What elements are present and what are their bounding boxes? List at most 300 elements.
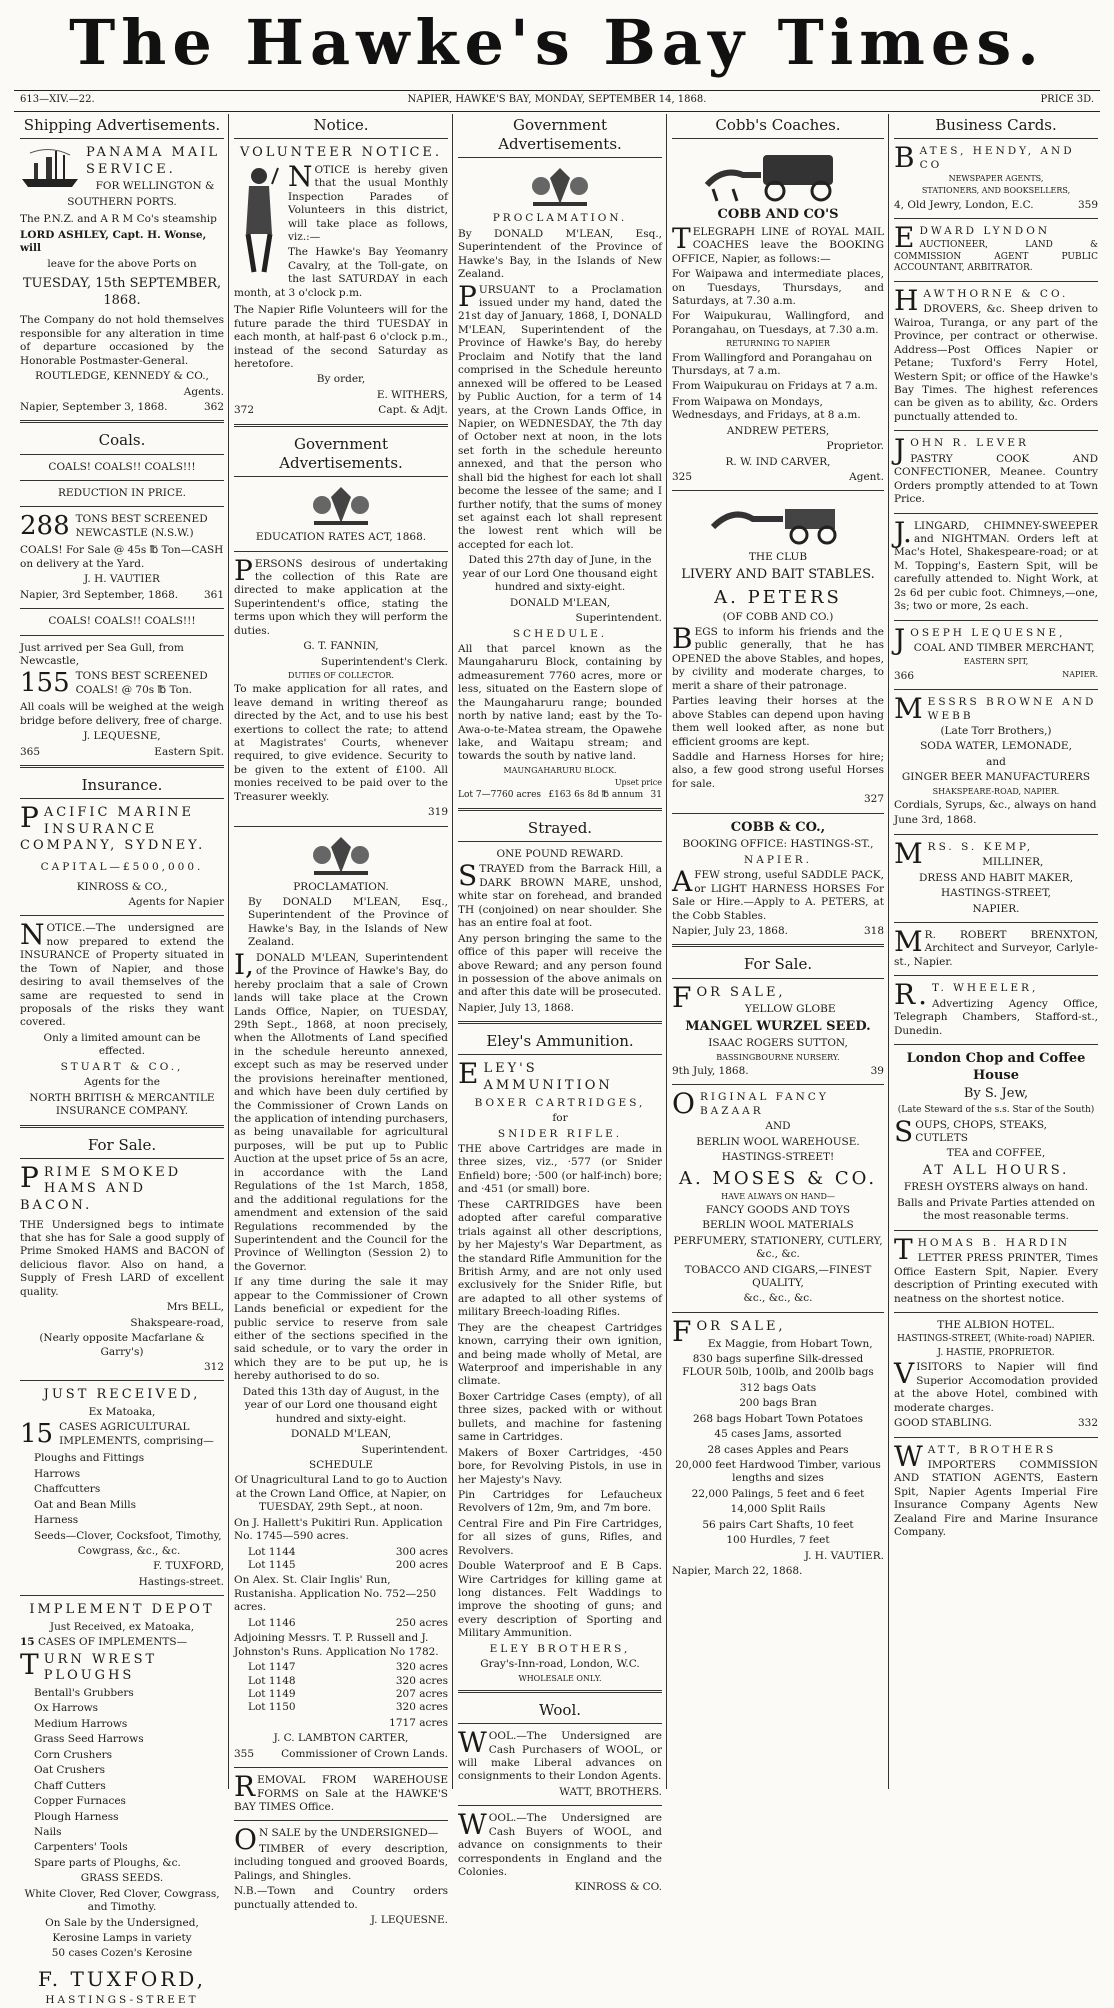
advert-text: Pin Cartridges for Lefaucheux Revolvers of 12m, 9m, and 7m bore. — [458, 1488, 662, 1515]
business-card-title: EDWARD LYNDON — [894, 220, 1051, 254]
advert-text: HASTINGS-STREET, — [940, 887, 1051, 900]
lot-number: Lot 1144 — [248, 1545, 296, 1558]
advert-title: LIVERY AND BAIT STABLES. — [681, 566, 875, 582]
advert-title: FOR SALE, — [672, 1314, 786, 1348]
advert-text: TEA and COFFEE, — [946, 1147, 1046, 1160]
advert-text: From Waipukurau on Fridays at 7 a.m. — [672, 380, 878, 393]
advert-text: The P.N.Z. and A R M Co's steamship — [20, 213, 217, 226]
business-card-title: London Chop and Coffee House — [906, 1051, 1086, 1083]
lot-acres: 320 acres — [395, 1661, 448, 1674]
advert-signature: ISAAC ROGERS SUTTON, — [708, 1037, 848, 1050]
advert-text: Shakspeare-road, — [130, 1316, 224, 1329]
advert-text: Cordials, Syrups, &c., always on hand — [894, 798, 1097, 811]
list-item: Medium Harrows — [34, 1717, 128, 1730]
section-heading: Eley's Ammunition. — [458, 1030, 662, 1055]
advert-signature: J. HASTIE, PROPRIETOR. — [937, 1347, 1055, 1358]
advert-text: NAPIER. — [972, 902, 1020, 915]
advert-subtitle: (OF COBB AND CO.) — [722, 610, 834, 623]
issue-number: 613—XIV.—22. — [20, 94, 95, 105]
advert-signature: DONALD M'LEAN, — [290, 1428, 392, 1441]
advert-signature: J. C. LAMBTON CARTER, — [273, 1732, 409, 1745]
schedule-total: 1717 acres — [389, 1716, 448, 1729]
volunteer-soldier-icon — [234, 164, 284, 274]
advert-text: TONS BEST SCREENED NEWCASTLE (N.S.W.) — [75, 513, 208, 539]
list-item: Copper Furnaces — [34, 1795, 126, 1808]
dateline — [14, 90, 1100, 112]
advert-text: The Company do not hold themselves responsible for any alteration in time of departure occasioned by the Honorable Postmaster-General. — [20, 314, 224, 367]
advert-signature: J. LEQUESNE, — [83, 730, 161, 743]
column-rule — [228, 114, 229, 1789]
lot-number: Lot 1150 — [248, 1701, 296, 1714]
section-heading: For Sale. — [672, 953, 884, 978]
list-item: Nails — [34, 1825, 62, 1838]
advert-title: JUST RECEIVED, — [43, 1387, 201, 1403]
section-heading: Strayed. — [458, 817, 662, 842]
table-row — [234, 1675, 448, 1688]
advert-text: Of Unagricultural Land to go to Auction at the Crown Land Office, at Napier, on TUESDAY, 29th Sept., at noon. — [234, 1474, 448, 1514]
advert-signature: KINROSS & CO., — [76, 880, 168, 893]
advert-title: PRIME SMOKED HAMS AND BACON. — [20, 1160, 182, 1213]
list-item: Ploughs and Fittings — [34, 1452, 145, 1465]
advert-text: Just Received, ex Matoaka, — [49, 1620, 195, 1633]
lot-number: Lot 1148 — [248, 1674, 296, 1687]
advert-text: BEGS to inform his friends and the public generally, that he has OPENED the above Stables, and hopes, by civility and moderate charges, to merit a share of their patronage. — [672, 622, 884, 692]
advert-text: Superintendent. — [575, 612, 662, 625]
list-item: Corn Crushers — [34, 1748, 113, 1761]
business-card-title: THE ALBION HOTEL. — [937, 1318, 1055, 1331]
advert-number: 319 — [427, 806, 448, 819]
advert-text: Makers of Boxer Cartridges, ·450 bore, for Revolving Pistols, in use in her Majesty's Navy. — [458, 1446, 662, 1486]
lot-acres: 320 acres — [395, 1701, 448, 1714]
business-card-title: BATES, HENDY, AND CO — [894, 141, 1075, 175]
advert-text: (Nearly opposite Macfarlane & Garry's) — [39, 1332, 205, 1358]
advert-quantity: 15 — [20, 1636, 35, 1649]
advert-signature: A. MOSES & CO. — [678, 1167, 878, 1189]
lot-acres: 200 acres — [395, 1559, 448, 1572]
lot-acres: 250 acres — [395, 1616, 448, 1629]
horse-carriage-icon — [703, 497, 853, 547]
advert-text: Saddle and Harness Horses for hire; also, a few good strong useful Horses for sale. — [672, 750, 884, 790]
advert-text: AND — [765, 1120, 791, 1133]
column-5 — [894, 114, 1098, 1789]
advert-number: 361 — [203, 588, 224, 601]
list-item: 100 Hurdles, 7 feet — [726, 1534, 830, 1547]
business-card-title: WATT, BROTHERS — [894, 1439, 1057, 1473]
list-item: Plough Harness — [34, 1810, 119, 1823]
advert-title: PROCLAMATION. — [492, 212, 628, 225]
advert-text: FRESH OYSTERS always on hand. — [903, 1181, 1089, 1194]
list-item: TOBACCO AND CIGARS,—FINEST QUALITY, — [684, 1263, 872, 1290]
advert-text: TELEGRAPH LINE of ROYAL MAIL COACHES leave the BOOKING OFFICE, Napier, as follows:— — [672, 221, 884, 265]
advert-text: HASTINGS-STREET, (White-road) NAPIER. — [897, 1334, 1095, 1345]
section-heading: Government Advertisements. — [458, 114, 662, 158]
advert-text: WOOL.—The Undersigned are Cash Purchasers of WOOL, or will make Liberal advances on consignments to their London Agents. — [458, 1726, 662, 1783]
advert-text: MILLINER, — [982, 856, 1044, 869]
advert-signature: By S. Jew, — [963, 1086, 1029, 1102]
advert-text: Commissioner of Crown Lands. — [281, 1747, 448, 1760]
advert-signature: A. PETERS — [714, 586, 842, 608]
advert-title: ORIGINAL FANCY BAZAAR — [672, 1087, 829, 1121]
advert-subtitle: HASTINGS-STREET! — [721, 1151, 835, 1164]
advert-number: 312 — [203, 1360, 224, 1373]
advert-subtitle: MAUNGAHARURU BLOCK. — [503, 765, 617, 775]
masthead — [0, 0, 1114, 92]
lot-acres: 207 acres — [395, 1687, 448, 1700]
advert-signature: G. T. FANNIN, — [303, 640, 379, 653]
advert-text: CASES OF IMPLEMENTS— — [37, 1636, 188, 1649]
advert-text: Ex Matoaka, — [88, 1406, 156, 1418]
advert-title: ONE POUND REWARD. — [496, 848, 624, 861]
advert-text: Eastern Spit. — [154, 745, 224, 758]
advert-text: NOTICE is hereby given that the usual Monthly Inspection Parades of Volunteers in this district, will take place as follows, viz.:— — [288, 159, 448, 243]
column-rule — [888, 114, 889, 1789]
advert-text: Dated this 27th day of June, in the year of our Lord One thousand eight hundred and sixty-eight. — [462, 554, 658, 594]
advert-text: Superintendent's Clerk. — [320, 655, 448, 668]
advert-text: Upset price — [614, 778, 662, 788]
advert-number: 39 — [870, 1064, 884, 1077]
advert-text: For Waipukurau, Wallingford, and Porangahau, on Tuesdays, at 7.30 a.m. — [672, 310, 884, 336]
advert-title: PANAMA MAIL SERVICE. — [86, 145, 221, 177]
advert-signature: J. H. VAUTIER — [84, 573, 160, 586]
advert-subtitle: BERLIN WOOL WAREHOUSE. — [696, 1135, 860, 1148]
advert-text: Hastings-street. — [138, 1575, 224, 1588]
list-item: Spare parts of Ploughs, &c. — [34, 1856, 181, 1869]
advert-text: The Napier Rifle Volunteers will for the future parade the third TUESDAY in each month, at half-past 6 o'clock p.m., instead of the second Saturday as heretofore. — [234, 304, 448, 370]
table-row — [458, 790, 662, 802]
list-item: 20,000 feet Hardwood Timber, various lengths and sizes — [675, 1459, 881, 1485]
list-item: 312 bags Oats — [739, 1381, 817, 1394]
advert-date: Napier, March 22, 1868. — [672, 1565, 803, 1578]
advert-number: 325 — [672, 471, 693, 484]
list-item: &c., &c., &c. — [743, 1292, 813, 1305]
advert-subtitle: BOOKING OFFICE: HASTINGS-ST., — [682, 838, 874, 851]
advert-text: Superintendent. — [361, 1443, 448, 1456]
advert-text: CAPITAL—£500,000. — [40, 861, 204, 874]
advert-text: NOTICE.—The undersigned are now prepared to extend the INSURANCE of Property situated in the Town of Napier, and those desiring to avail themselves of the same are requested to send in proposals of the risks they want covered. — [20, 918, 224, 1029]
advert-signature: STUART & CO., — [60, 1060, 184, 1073]
advert-signature: Mrs BELL, — [166, 1301, 224, 1314]
advert-title: EDUCATION RATES ACT, 1868. — [255, 531, 427, 544]
business-card-title: JOSEPH LEQUESNE, — [894, 622, 1066, 656]
advert-text: 4, Old Jewry, London, E.C. — [894, 198, 1034, 211]
advert-text: Boxer Cartridge Cases (empty), of all three sizes, packed with or without bullets, and machine for fastening same in Cartridges. — [458, 1390, 662, 1444]
advert-subtitle: FOR WELLINGTON & — [95, 180, 215, 193]
advert-title: VOLUNTEER NOTICE. — [239, 145, 443, 161]
business-card-title: HAWTHORNE & CO. — [894, 283, 1069, 317]
lot-number: Lot 7—7760 acres — [458, 790, 542, 801]
table-row — [234, 1701, 448, 1714]
advert-text: leave for the above Ports on — [47, 257, 197, 270]
list-item: 830 bags superfine Silk-dressed FLOUR 50lb, 100lb, and 200lb bags — [682, 1352, 874, 1379]
advert-title: PACIFIC MARINE INSURANCE COMPANY, SYDNEY. — [20, 801, 206, 854]
advert-number: 327 — [863, 793, 884, 806]
advert-text: All coals will be weighed at the weigh bridge before delivery, free of charge. — [20, 701, 224, 727]
advert-text: Central Fire and Pin Fire Cartridges, for all sizes of guns, Rifles, and Revolvers. — [458, 1517, 662, 1557]
advert-title: IMPLEMENT DEPOT — [29, 1602, 215, 1618]
advert-text: PASTRY COOK AND CONFECTIONER, Meanee. Country Orders promptly attended to at Town Price. — [894, 452, 1098, 506]
advert-title: MANGEL WURZEL SEED. — [685, 1018, 871, 1034]
issue-date: NAPIER, HAWKE'S BAY, MONDAY, SEPTEMBER 14, 1868. — [407, 94, 707, 105]
advert-signature: F. TUXFORD, — [153, 1560, 224, 1573]
advert-title: FOR SALE, — [672, 980, 786, 1014]
lot-number: Lot 1147 — [248, 1661, 296, 1674]
list-item: Ox Harrows — [34, 1702, 99, 1715]
advert-text: BASSINGBOURNE NURSERY. — [716, 1052, 840, 1062]
advert-subtitle: BOXER CARTRIDGES, — [474, 1096, 646, 1109]
advert-quantity: 288 — [20, 511, 70, 542]
advert-text: For Waipawa and intermediate places, on Tuesdays, Thursdays, and Saturdays, at 7.30 a.m. — [672, 268, 884, 307]
advert-text: COALS! For Sale @ 45s ℔ Ton—CASH on delivery at the Yard. — [20, 544, 224, 570]
section-heading: Business Cards. — [894, 114, 1098, 139]
advert-title: COBB & CO., — [730, 819, 826, 835]
advert-text: Parties leaving their horses at the above Stables can depend upon having them well looked after, as none but efficient grooms are kept. — [672, 695, 884, 748]
advert-text: Dated this 13th day of August, in the year of our Lord one thousand eight hundred and sixty-eight. — [242, 1385, 440, 1425]
advert-text: REMOVAL FROM WAREHOUSE FORMS on Sale at the HAWKE'S BAY TIMES Office. — [234, 1770, 448, 1814]
advert-date: TUESDAY, 15th SEPTEMBER, 1868. — [22, 276, 222, 308]
advert-text: (Late Steward of the s.s. Star of the South) — [897, 1104, 1095, 1115]
advert-signature: WATT, BROTHERS. — [559, 1785, 662, 1798]
advert-text: AFEW strong, useful SADDLE PACK, or LIGHT HARNESS HORSES For Sale or Hire.—Apply to A. PETERS, at the Cobb Stables. — [672, 865, 884, 922]
advert-subtitle: SOUTHERN PORTS. — [67, 195, 177, 208]
section-heading: Insurance. — [20, 774, 224, 799]
advert-text: IMPORTERS COMMISSION AND STATION AGENTS, Eastern Spit, Napier Agents Imperial Fire Insurance Company Agents New Zealand Fire and Marine Insurance Company. — [894, 1459, 1098, 1539]
steamship-icon — [20, 145, 82, 189]
list-item: Seeds—Clover, Cocksfoot, Timothy, — [34, 1529, 222, 1542]
advert-text: On J. Hallett's Pukitiri Run. Application No. 1745—590 acres. — [234, 1516, 443, 1543]
coat-of-arms-icon — [525, 164, 595, 208]
list-item: FANCY GOODS AND TOYS — [705, 1203, 851, 1216]
advert-date: Napier, September 3, 1868. — [20, 400, 168, 413]
advert-text: On Alex. St. Clair Inglis' Run, Rustanisha. Application No. 752—250 acres. — [234, 1574, 437, 1614]
advert-text: Gray's-Inn-road, London, W.C. — [480, 1658, 640, 1671]
advert-text: DRESS AND HABIT MAKER, — [918, 871, 1074, 884]
list-item: Harness — [34, 1514, 79, 1527]
advert-signature: F. TUXFORD, — [38, 1966, 206, 1991]
advert-text: Agent. — [849, 471, 884, 484]
advert-text: N.B.—Town and Country orders punctually attended to. — [234, 1885, 448, 1911]
coat-of-arms-icon — [306, 833, 376, 877]
advert-text: for — [552, 1112, 568, 1125]
advert-text: WHOLESALE ONLY. — [518, 1673, 602, 1683]
advert-text: On Sale by the Undersigned, — [45, 1916, 199, 1929]
advert-text: SHAKSPEARE-ROAD, NAPIER. — [932, 786, 1060, 796]
advert-text: By DONALD M'LEAN, Esq., Superintendent of the Province of Hawke's Bay, in the Islands of New Zealand. — [248, 896, 448, 949]
advert-subtitle: TURN WREST PLOUGHS — [20, 1647, 158, 1684]
advert-text: By order, — [316, 373, 366, 386]
table-row — [234, 1559, 448, 1572]
advert-text: Only a limited amount can be effected. — [43, 1031, 201, 1058]
list-item: Bentall's Grubbers — [34, 1687, 134, 1699]
advert-title: THE CLUB — [748, 551, 808, 564]
list-item: Oat and Bean Mills — [34, 1498, 137, 1511]
advert-quantity: 155 — [20, 668, 70, 699]
advert-text: Agents for Napier — [128, 895, 224, 908]
advert-signature: DONALD M'LEAN, — [509, 596, 611, 609]
advert-title: ON SALE by the UNDERSIGNED— — [234, 1823, 439, 1857]
advert-signature: ROUTLEDGE, KENNEDY & CO., — [35, 370, 209, 383]
advert-number: 355 — [234, 1747, 255, 1760]
advert-signature: J. H. VAUTIER. — [804, 1549, 884, 1562]
list-item: 22,000 Palings, 5 feet and 6 feet — [691, 1487, 865, 1500]
advert-text: LORD ASHLEY, Capt. H. Wonse, will — [20, 228, 207, 255]
advert-text: MR. ROBERT BRENXTON, Architect and Surveyor, Carlyle-st., Napier. — [894, 925, 1098, 968]
column-4 — [672, 114, 884, 1789]
advert-text: STATIONERS, AND BOOKSELLERS, — [921, 186, 1071, 196]
section-heading: Shipping Advertisements. — [20, 114, 224, 139]
list-item: Grass Seed Harrows — [34, 1733, 144, 1746]
column-rule — [452, 114, 453, 1789]
lot-acres: 300 acres — [395, 1545, 448, 1558]
lot-number: Lot 1145 — [248, 1559, 296, 1572]
section-heading: Government Advertisements. — [234, 433, 448, 477]
advert-text: AUCTIONEER, LAND & COMMISSION AGENT PUBLIC ACCOUNTANT, ARBITRATOR. — [894, 240, 1098, 274]
advert-text: From Waipawa on Mondays, Wednesdays, and Fridays, at 8 a.m. — [672, 395, 861, 422]
advert-text: PURSUANT to a Proclamation issued under my hand, dated the 21st day of January, 1868, I, DONALD M'LEAN, Superintendent of the Province of Hawke's Bay, do hereby Proclaim and Notify that the land comprised in the Schedule hereunto annexed will be offered to be Leased by Public Auction, for a term of 14 years, at the Crown Lands Office, in Napier, on WEDNESDAY, the 7th day of October next at noon, in the lots set forth in the schedule hereunto annexed, and that the person who shall bid the highest for each lot shall become the lessee of the same; and I further notify, that the sums of money set against each lot shall represent the lowest rent which will be accepted for each lot. — [458, 279, 662, 551]
advert-text: TONS BEST SCREENED COALS! @ 70s ℔ Ton. — [75, 670, 208, 696]
advert-quantity: 15 — [20, 1419, 54, 1450]
advert-text: The Hawke's Bay Yeomanry Cavalry, at the Toll-gate, on the last SATURDAY in each month, at 3 o'clock p.m. — [234, 246, 448, 299]
advert-text: Any person bringing the same to the office of this paper will receive the above Reward; and any person found in possession of the above animals on and after this date will be prosecuted. — [458, 932, 662, 999]
lot-number: Lot 1149 — [248, 1687, 296, 1700]
table-row — [234, 1617, 448, 1630]
advert-text: By DONALD M'LEAN, Esq., Superintendent of the Province of Hawke's Bay, in the Islands of New Zealand. — [458, 227, 662, 281]
advert-text: STRAYED from the Barrack Hill, a DARK BROWN MARE, unshod, white star on forehead, and branded TH (conjoined) on near shoulder. She has an entire foal at foot. — [458, 859, 662, 930]
advert-text: PERSONS desirous of undertaking the collection of this Rate are directed to make application at the Superintendent's office, stating the terms upon which they will perform the duties. — [234, 553, 448, 637]
advert-text: All that parcel known as the Maungaharuru Block, containing by admeasurement 7760 acres, more or less, situated on the Eastern slope of the Maungaharuru range; bounded north by native land; east by the To-Awa-o-te-Matea stream, the Opawehe lake, and Waitapu stream; and towards the south by native land. — [458, 642, 662, 763]
advert-subtitle: SCHEDULE — [309, 1458, 373, 1471]
advert-signature: ANDREW PETERS, — [726, 424, 830, 437]
advert-text: GOOD STABLING. — [894, 1417, 992, 1430]
list-item: 268 bags Hobart Town Potatoes — [692, 1412, 864, 1425]
section-heading: For Sale. — [20, 1134, 224, 1159]
advert-date: 9th July, 1868. — [672, 1064, 749, 1077]
list-item: 200 bags Bran — [739, 1397, 817, 1410]
advert-text: To make application for all rates, and leave demand in writing thereof as directed by the Act, and to use his best exertions to collect the rate; to attend at Magistrates' Courts, whenever required, to give evidence. Security to be given to the extent of £100. All monies received to be paid over to the Treasurer weekly. — [234, 683, 448, 803]
advert-title: PROCLAMATION. — [293, 880, 389, 893]
advert-subtitle: DUTIES OF COLLECTOR. — [288, 671, 394, 680]
advert-signature: R. W. IND CARVER, — [725, 455, 831, 468]
advert-date: Napier, 3rd September, 1868. — [20, 588, 179, 601]
column-1 — [20, 114, 224, 2007]
list-item: PERFUMERY, STATIONERY, CUTLERY, &c., &c. — [673, 1234, 883, 1261]
coach-icon — [703, 145, 853, 203]
lot-number: Lot 1146 — [248, 1616, 296, 1629]
issue-price: PRICE 3D. — [1040, 94, 1094, 105]
advert-text: NAPIER. — [1062, 669, 1098, 679]
advert-text: TIMBER of every description, including tongued and grooved Boards, Palings, and Shingles. — [234, 1842, 448, 1882]
section-heading: Cobb's Coaches. — [672, 114, 884, 139]
advert-title: ELEY'S AMMUNITION — [458, 1057, 613, 1094]
advert-number: 366 — [894, 669, 915, 682]
table-row — [234, 1661, 448, 1674]
advert-text: Double Waterproof and E B Caps. Wire Cartridges for killing game at long distances. Felt Waddings to improve the shooting of guns; and every description of Sporting and Military Ammunition. — [458, 1560, 662, 1640]
advert-text: White Clover, Red Clover, Cowgrass, and Timothy. — [24, 1887, 220, 1914]
business-card-title: R.T. WHEELER, — [894, 978, 1039, 1012]
advert-text: Proprietor. — [826, 440, 884, 453]
advert-date: June 3rd, 1868. — [894, 814, 977, 827]
advert-subtitle: NAPIER. — [744, 853, 812, 866]
advert-text: Adjoining Messrs. T. P. Russell and J. Johnston's Runs. Application No 1782. — [234, 1632, 439, 1658]
advert-text: From Wallingford and Porangahau on Thursdays, at 7 a.m. — [672, 351, 873, 377]
advert-text: (Late Torr Brothers,) — [940, 725, 1052, 737]
advert-text: Balls and Private Parties attended on the most reasonable terms. — [896, 1196, 1096, 1223]
advert-number: 365 — [20, 745, 41, 758]
advert-number: 31 — [650, 790, 662, 801]
advert-text: CASES AGRICULTURAL IMPLEMENTS, comprising— — [59, 1421, 214, 1447]
column-2 — [234, 114, 448, 1927]
advert-text: THE above Cartridges are made in three sizes, viz., ·577 (or Snider Enfield) bore; ·500 (or half-inch) bore; and ·451 (or small) bore. — [458, 1143, 662, 1196]
advert-text: LETTER PRESS PRINTER, Times Office Eastern Spit, Napier. Every description of Printing executed with neatness on the shortest notice. — [894, 1252, 1098, 1305]
coat-of-arms-icon — [306, 483, 376, 527]
list-item: Carpenters' Tools — [34, 1841, 128, 1854]
advert-text: THE Undersigned begs to intimate that she has for Sale a good supply of Prime Smoked HAMS and BACON of delicious flavor. Also on hand, a Supply of Fresh LARD of excellent quality. — [20, 1218, 224, 1298]
advert-signature: ELEY BROTHERS, — [489, 1642, 631, 1655]
advert-text: If any time during the sale it may appear to the Commissioner of Crown Lands beneficial or expedient for the public service to reserve from sale either of the sections specified in the said schedule, or to vary the order in which they are to be put up, he is hereby authorised to do so. — [234, 1276, 448, 1383]
advert-title: COALS! COALS!! COALS!!! — [48, 460, 196, 473]
advert-text: They are the cheapest Cartridges known, carrying their own ignition, and being made wholly of Metal, are Waterproof and imperishable in any climate. — [458, 1321, 662, 1388]
advert-number: 362 — [203, 400, 224, 413]
business-card-title: JOHN R. LEVER — [894, 433, 1029, 467]
advert-text: I,DONALD M'LEAN, Superintendent of the Province of Hawke's Bay, do hereby proclaim that a sale of Crown lands will take place at the Crown Lands Office, Napier, on TUESDAY, 29th Sept., 1868, at noon precisely, when the Allotments of Land specified in the schedule hereunto annexed, except such as may be reserved under the provisions hereinafter mentioned, and which have been duly certified by the Commissioner of Crown Lands on the application of intending purchasers, as being unavailable for agricultural purposes, will be put up to Public Auction at the upset price of 5s an acre, in accordance with the Land Regulations of the 1st March, 1858, and the additional regulations for the amendment and extension of the said Regulations recommended by the Superintendent and the Council for the Province of Wellington (Session 2) to the Governor. — [234, 947, 448, 1273]
advert-text: Kerosine Lamps in variety — [52, 1932, 192, 1944]
advert-title: AT ALL HOURS. — [922, 1162, 1070, 1178]
advert-title: COBB AND CO'S — [717, 207, 839, 223]
advert-text: COAL AND TIMBER MERCHANT, — [913, 642, 1095, 655]
advert-text: NORTH BRITISH & MERCANTILE INSURANCE COMPANY. — [29, 1091, 215, 1118]
advert-subtitle: GRASS SEEDS. — [80, 1872, 164, 1885]
advert-text: Agents for the — [84, 1076, 160, 1089]
list-item: Oat Crushers — [34, 1764, 106, 1777]
advert-text: DROVERS, &c. Sheep driven to Wairoa, Turanga, or any part of the Province, per contract or otherwise. Address—Post Offices Napier or Petane; Tuxford's Ferry Hotel, Western Spit; or office of the Hawke's Bay Times. The highest references can be given as to ability, &c. Orders punctually attended to. — [894, 303, 1098, 423]
business-card-title: MRS. S. KEMP, — [894, 836, 1034, 870]
column-3 — [458, 114, 662, 1894]
advert-number: 332 — [1077, 1417, 1098, 1430]
advert-text: Advertizing Agency Office, Telegraph Chambers, Stafford-st., Dunedin. — [894, 997, 1098, 1037]
list-item: 14,000 Split Rails — [730, 1503, 826, 1516]
list-item: 28 cases Apples and Pears — [707, 1443, 849, 1456]
advert-text: WOOL.—The Undersigned are Cash Buyers of WOOL, and advance on consignments to their correspondents in England and the Colonies. — [458, 1808, 662, 1879]
section-heading: Notice. — [234, 114, 448, 139]
list-item: Chaffcutters — [34, 1483, 101, 1496]
advert-text: Ex Maggie, from Hobart Town, — [707, 1337, 873, 1350]
advert-number: 359 — [1077, 198, 1098, 211]
list-item: Cowgrass, &c., &c. — [77, 1544, 181, 1557]
advert-text: J.LINGARD, CHIMNEY-SWEEPER and NIGHTMAN. Orders left at Mac's Hotel, Shakespeare-road; or at M. Topping's, Eastern Spit, will be carefully attended to. Night Work, at 2s 6d per cubic foot. Chimneys,—one, 3s; two or more, 2s each. — [894, 515, 1098, 613]
business-card-title: THOMAS B. HARDIN — [894, 1232, 1071, 1266]
advert-signature: KINROSS & CO. — [574, 1881, 662, 1894]
advert-text: 50 cases Cozen's Kerosine — [51, 1947, 193, 1960]
advert-panama — [20, 145, 224, 414]
lot-price: £163 6s 8d ℔ annum — [548, 790, 644, 801]
advert-text: NEWSPAPER AGENTS, — [948, 174, 1044, 184]
section-heading: Coals. — [20, 429, 224, 454]
advert-number: 372 — [234, 404, 255, 417]
table-row — [234, 1688, 448, 1701]
advert-date: Napier, July 23, 1868. — [672, 924, 788, 937]
table-row — [234, 1546, 448, 1559]
advert-text: GINGER BEER MANUFACTURERS — [901, 771, 1091, 784]
list-item: BERLIN WOOL MATERIALS — [702, 1219, 854, 1232]
advert-signature: E. WITHERS, — [376, 388, 448, 401]
advert-text: SODA WATER, LEMONADE, — [920, 740, 1072, 753]
list-item: Harrows — [34, 1467, 81, 1480]
business-card-title: MESSRS BROWNE AND WEBB — [894, 692, 1097, 726]
advert-title: SOUPS, CHOPS, STEAKS, CUTLETS — [894, 1114, 1048, 1148]
advert-signature: J. LEQUESNE. — [370, 1914, 448, 1927]
advert-text: EASTERN SPIT, — [963, 657, 1029, 667]
list-item: Chaff Cutters — [34, 1779, 106, 1792]
advert-subtitle: YELLOW GLOBE — [744, 1003, 836, 1016]
